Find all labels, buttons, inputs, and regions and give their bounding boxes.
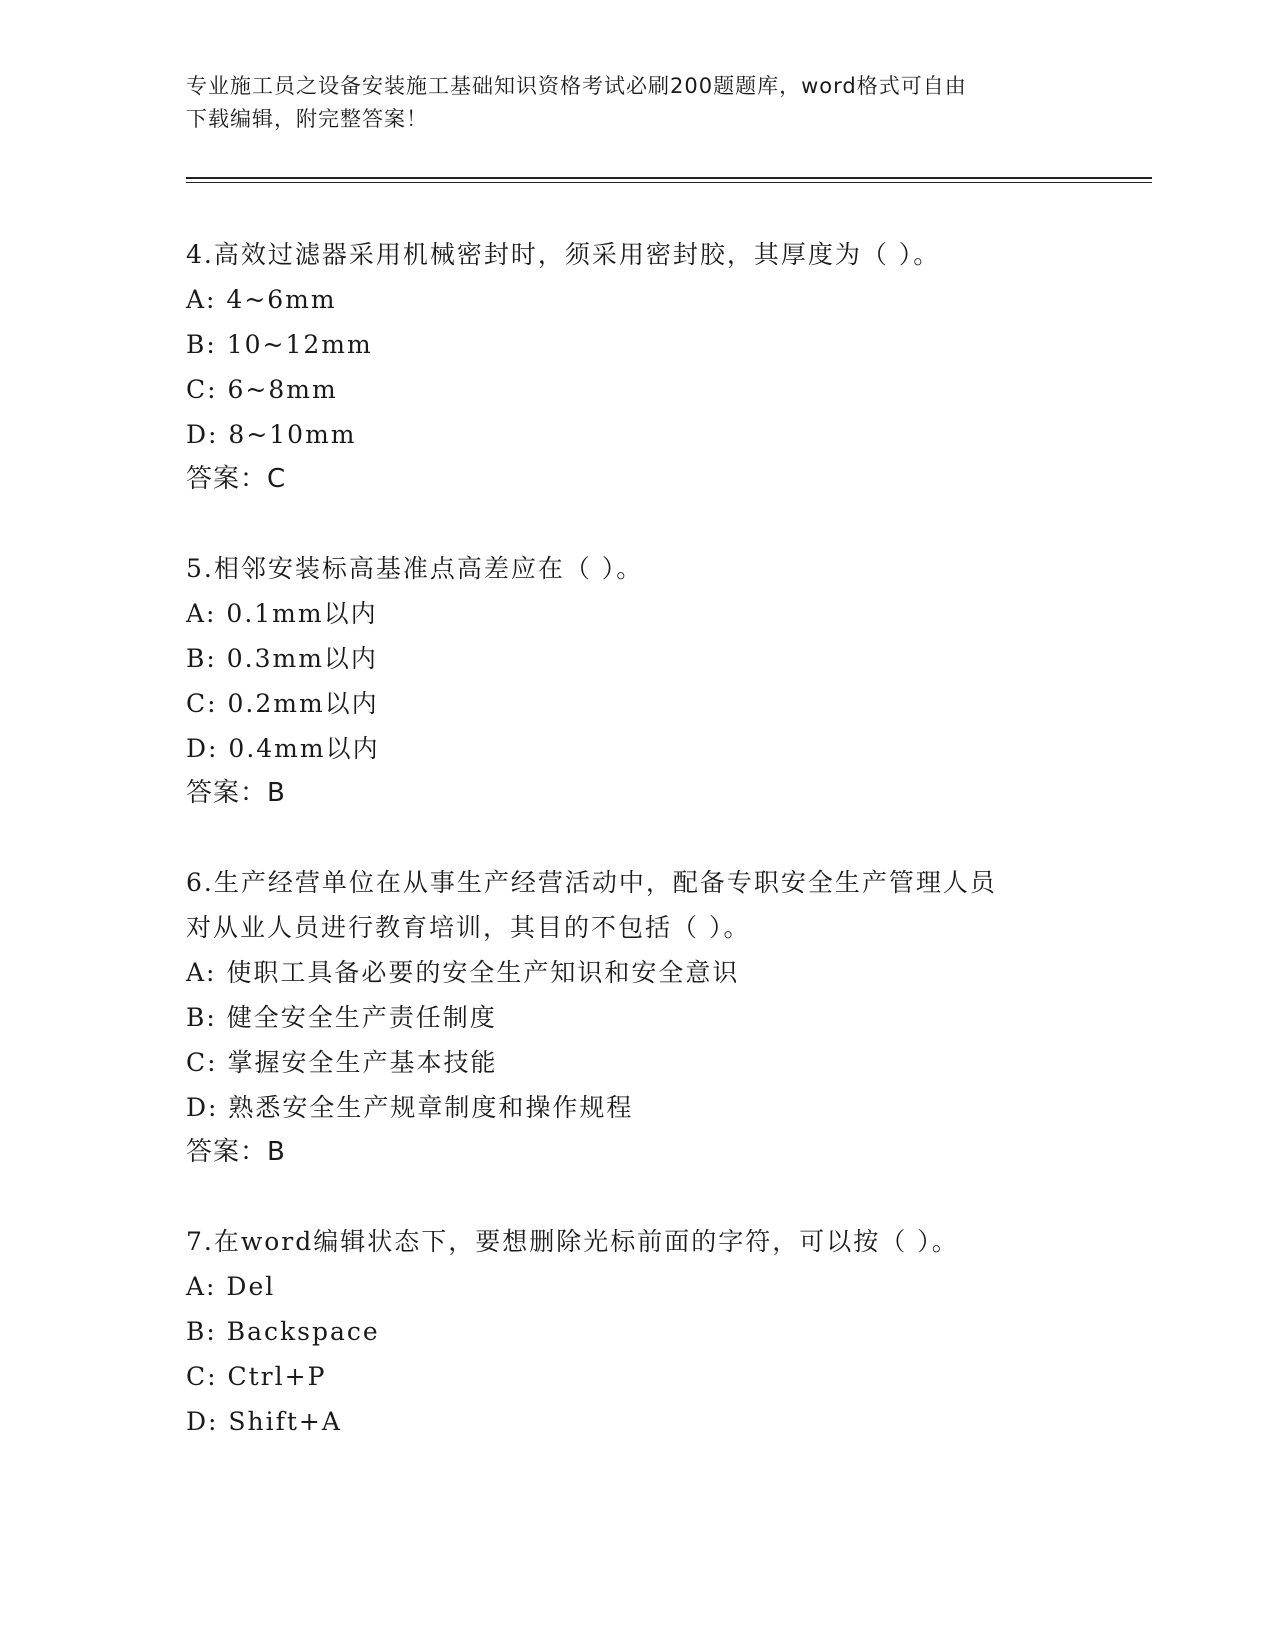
option-b: B: 健全安全生产责任制度: [186, 1003, 497, 1032]
question-text-line-2: 对从业人员进行教育培训，其目的不包括（ ）。: [186, 913, 751, 942]
question-text: 5.相邻安装标高基准点高差应在（ ）。: [186, 554, 644, 583]
header-rule-thick: [186, 177, 1152, 179]
question-4: [186, 232, 1086, 502]
option-c: C: 6~8mm: [186, 375, 338, 404]
option-b: B: 10~12mm: [186, 330, 373, 359]
header-line-1: 专业施工员之设备安装施工基础知识资格考试必刷200题题库，word格式可自由: [186, 74, 967, 98]
question-text: 4.高效过滤器采用机械密封时，须采用密封胶，其厚度为（ ）。: [186, 240, 941, 269]
option-d: D: Shift+A: [186, 1407, 342, 1436]
header-rule-thin: [186, 182, 1152, 183]
question-text-line-1: 6.生产经营单位在从事生产经营活动中，配备专职安全生产管理人员: [186, 868, 997, 897]
option-c: C: 0.2mm以内: [186, 689, 379, 718]
answer: 答案：C: [186, 464, 287, 494]
option-b: B: 0.3mm以内: [186, 644, 378, 673]
option-c: C: 掌握安全生产基本技能: [186, 1048, 498, 1077]
option-c: C: Ctrl+P: [186, 1362, 327, 1391]
answer: 答案：B: [186, 1137, 286, 1167]
option-a: A: 4~6mm: [186, 285, 337, 314]
question-5: [186, 546, 1086, 816]
option-d: D: 8~10mm: [186, 420, 357, 449]
option-a: A: 使职工具备必要的安全生产知识和安全意识: [186, 958, 740, 987]
option-b: B: Backspace: [186, 1317, 380, 1346]
option-a: A: Del: [186, 1272, 276, 1301]
answer: 答案：B: [186, 778, 286, 808]
header-line-2: 下载编辑，附完整答案！: [186, 107, 428, 131]
option-d: D: 熟悉安全生产规章制度和操作规程: [186, 1093, 634, 1122]
document-header: [186, 70, 1066, 136]
question-list: [186, 232, 1086, 1488]
option-d: D: 0.4mm以内: [186, 734, 380, 763]
question-6: [186, 860, 1086, 1175]
question-text: 7.在word编辑状态下，要想删除光标前面的字符，可以按（ ）。: [186, 1227, 959, 1256]
question-7: [186, 1219, 1086, 1444]
option-a: A: 0.1mm以内: [186, 599, 378, 628]
